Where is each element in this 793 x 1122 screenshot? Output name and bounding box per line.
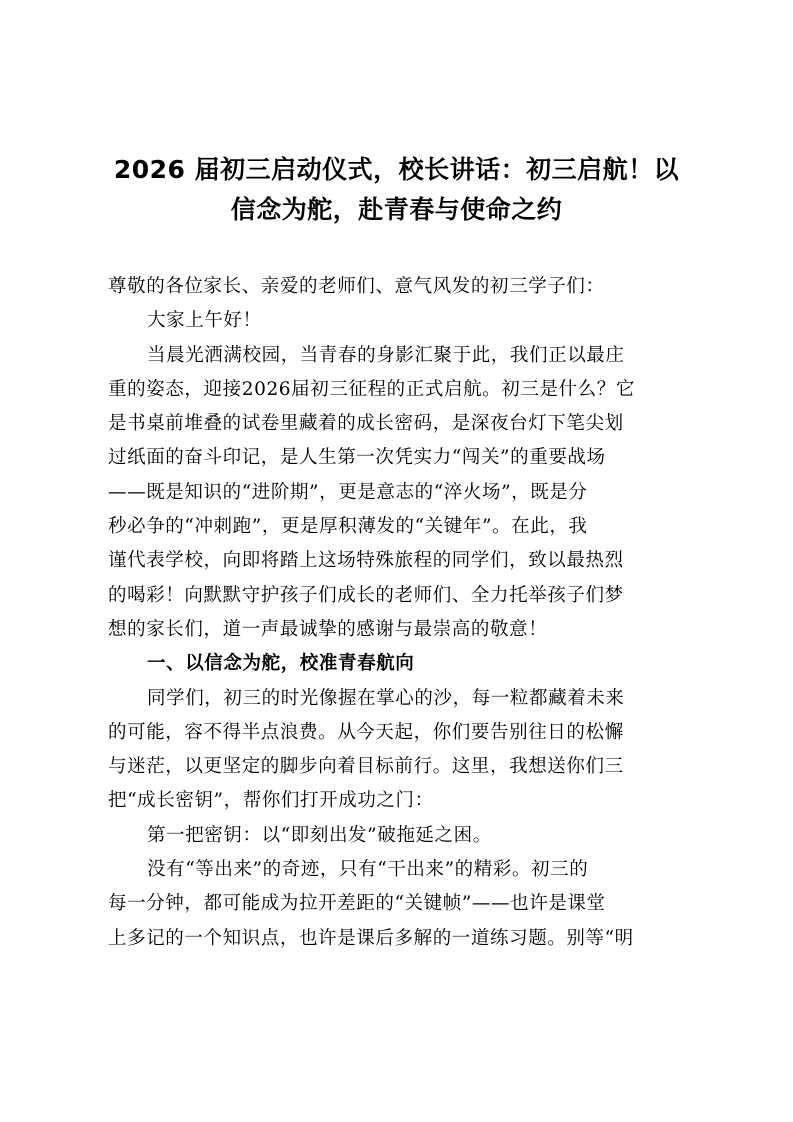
text-line: 想的家长们，道一声最诚挚的感谢与最崇高的敬意！ (108, 618, 548, 640)
text-line: 是书桌前堆叠的试卷里藏着的成长密码，是深夜台灯下笔尖划 (108, 413, 624, 435)
text-line: 每一分钟，都可能成为拉开差距的“关键帧”——也许是课堂 (108, 893, 606, 915)
title-line: 信念为舵，赴青春与使命之约 (230, 195, 563, 224)
text-line: 谨代表学校，向即将踏上这场特殊旅程的同学们，致以最热烈 (108, 550, 624, 572)
text-line: 当晨光洒满校园，当青春的身影汇聚于此，我们正以最庄 (147, 344, 625, 366)
text-line: 第一把密钥：以“即刻出发”破拖延之困。 (147, 824, 492, 846)
text-line: 与迷茫，以更坚定的脚步向着目标前行。这里，我想送你们三 (108, 756, 624, 778)
text-line: 尊敬的各位家长、亲爱的老师们、意气风发的初三学子们： (108, 276, 605, 297)
text-line: 上多记的一个知识点，也许是课后多解的一道练习题。别等“明 (108, 927, 634, 949)
text-line: 过纸面的奋斗印记，是人生第一次凭实力“闯关”的重要战场 (108, 447, 606, 469)
document-body (108, 270, 686, 956)
paragraph-key-1 (108, 853, 686, 956)
text-line: 没有“等出来”的奇迹，只有“干出来”的精彩。初三的 (147, 859, 589, 881)
paragraph-intro (108, 339, 686, 648)
text-line: 的可能，容不得半点浪费。从今天起，你们要告别往日的松懈 (108, 721, 624, 743)
text-line: 大家上午好！ (147, 310, 262, 332)
title-line: 2026 届初三启动仪式，校长讲话：初三启航！以 (113, 155, 680, 184)
text-line: 一、以信念为舵，校准青春航向 (147, 653, 415, 675)
text-line: 把“成长密钥”，帮你们打开成功之门： (108, 790, 434, 812)
document-title (100, 150, 693, 230)
salutation (108, 270, 686, 304)
text-line: 秒必争的“冲刺跑”，更是厚积薄发的“关键年”。在此，我 (108, 516, 588, 538)
text-line: ——既是知识的“进阶期”，更是意志的“淬火场”，既是分 (108, 481, 588, 503)
key-heading (108, 819, 686, 853)
paragraph-section-1 (108, 682, 686, 819)
text-line: 的喝彩！向默默守护孩子们成长的老师们、全力托举孩子们梦 (108, 584, 624, 606)
text-line: 重的姿态，迎接2026届初三征程的正式启航。初三是什么？它 (108, 378, 635, 400)
text-line: 同学们，初三的时光像握在掌心的沙，每一粒都藏着未来 (147, 687, 625, 709)
section-heading (108, 647, 686, 681)
greeting (108, 304, 686, 338)
